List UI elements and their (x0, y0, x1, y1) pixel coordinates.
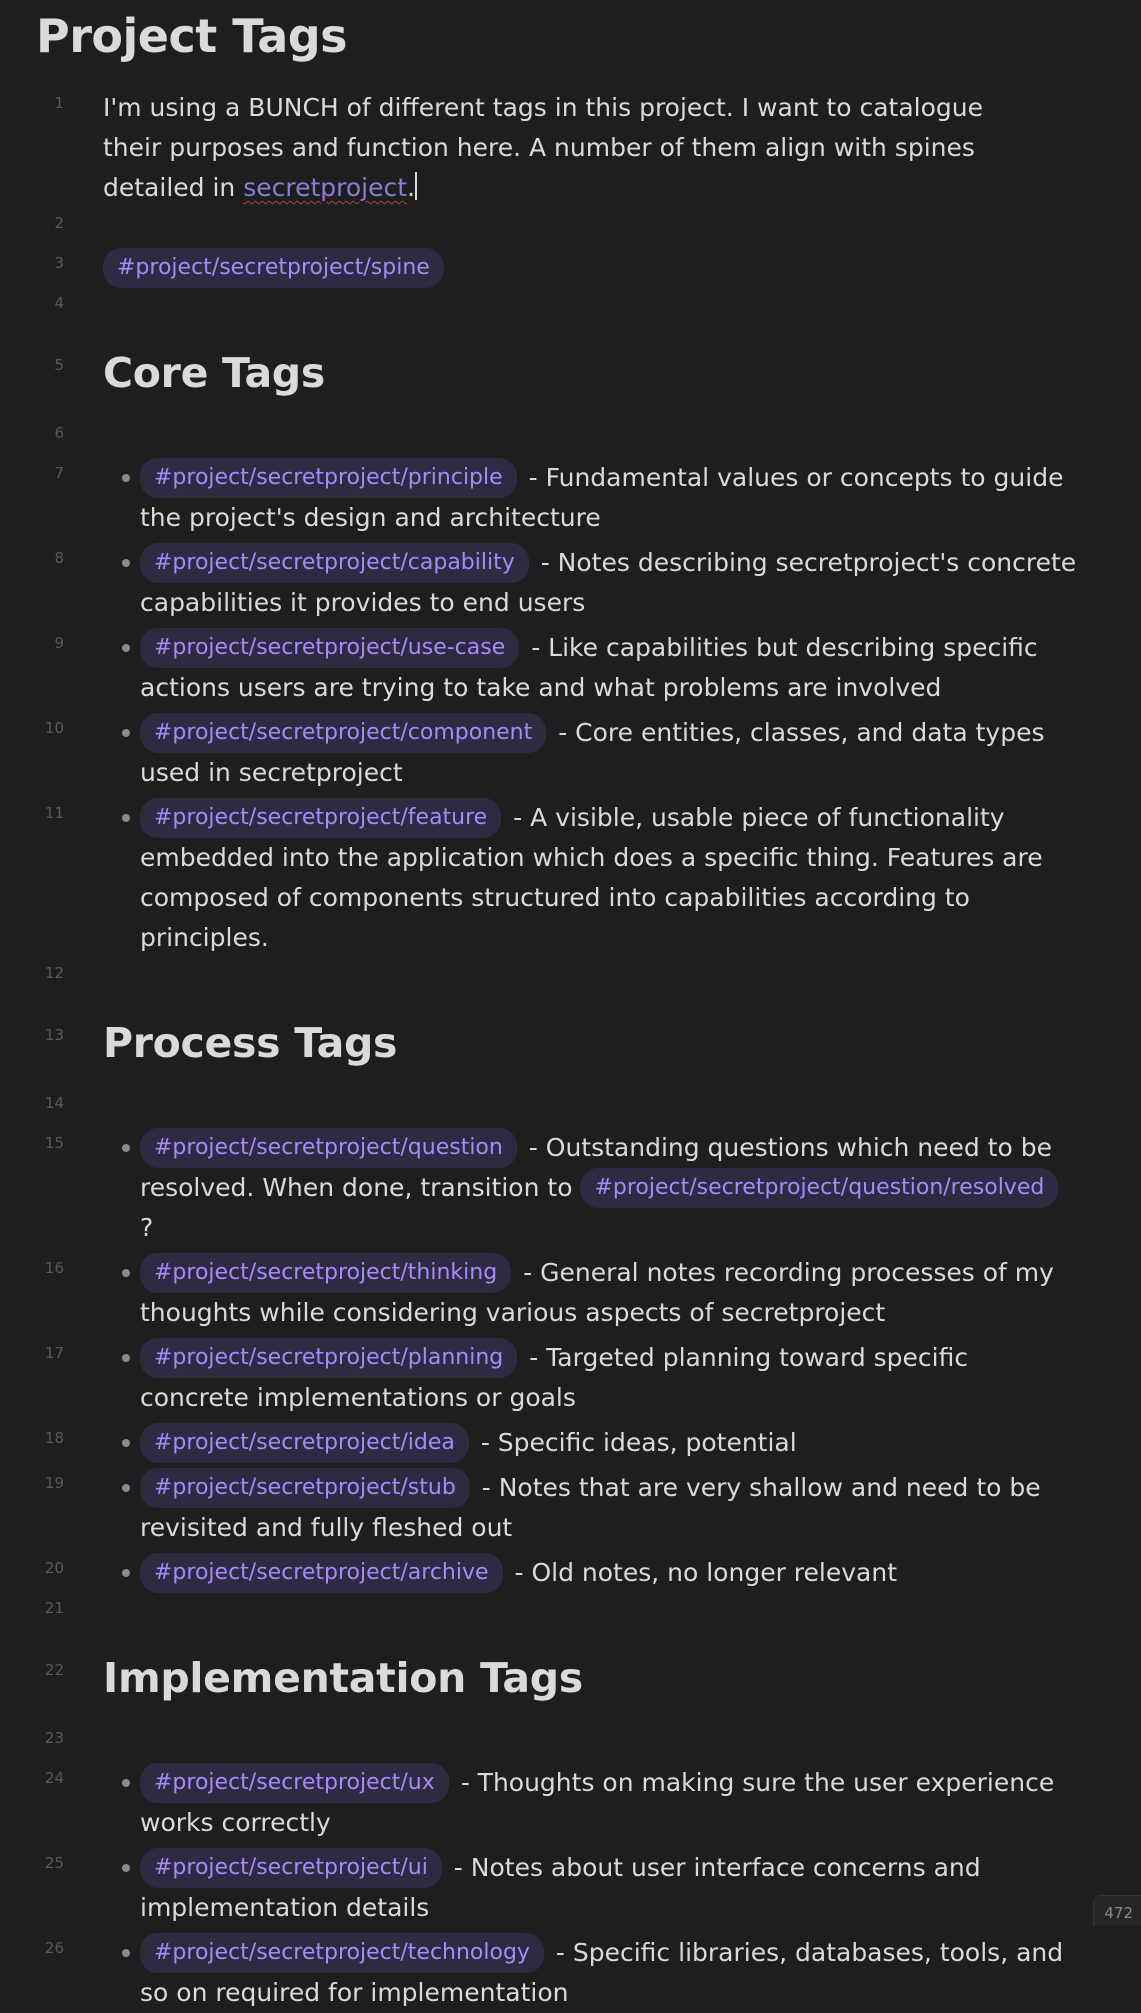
bullet-icon (122, 1354, 130, 1362)
line-number: 11 (44, 804, 64, 822)
list-item (0, 628, 1141, 708)
line-number: 17 (44, 1344, 64, 1362)
editor-line (0, 208, 1141, 248)
tag-idea[interactable]: #project/secretproject/idea (140, 1423, 469, 1463)
line-number: 1 (54, 94, 64, 112)
tag-description: - Notes about user interface concerns and implementation details (140, 1853, 981, 1922)
list-item (0, 458, 1141, 538)
list-item (0, 1763, 1141, 1843)
editor-line (0, 88, 1141, 208)
editor-line (0, 998, 1141, 1088)
tag-description: - Specific ideas, potential (480, 1428, 797, 1457)
editor-line (0, 1593, 1141, 1633)
line-number: 20 (44, 1559, 64, 1577)
editor-line (0, 1088, 1141, 1128)
tag-technology[interactable]: #project/secretproject/technology (140, 1933, 544, 1973)
heading-core-tags[interactable]: Core Tags (103, 349, 325, 397)
bullet-icon (122, 729, 130, 737)
line-number: 16 (44, 1259, 64, 1277)
tag-feature[interactable]: #project/secretproject/feature (140, 798, 501, 838)
list-item (0, 1128, 1141, 1248)
tag-description: - Thoughts on making sure the user experience works correctly (140, 1768, 1055, 1837)
tag-description: - Fundamental values or concepts to guide the project's design and architecture (140, 463, 1064, 532)
list-item (0, 1468, 1141, 1548)
tag-question[interactable]: #project/secretproject/question (140, 1128, 517, 1168)
line-number: 23 (44, 1729, 64, 1747)
tag-stub[interactable]: #project/secretproject/stub (140, 1468, 470, 1508)
tag-principle[interactable]: #project/secretproject/principle (140, 458, 517, 498)
word-count-badge: 472 (1093, 1895, 1141, 1926)
tag-description: - A visible, usable piece of functionality embedded into the application which does a specific thing. Features are composed of components structured into capabilities according to principles. (140, 803, 1043, 952)
line-number: 5 (54, 356, 64, 374)
editor-line (0, 1633, 1141, 1723)
heading-implementation-tags[interactable]: Implementation Tags (103, 1654, 583, 1702)
tag-description: - Core entities, classes, and data types used in secretproject (140, 718, 1045, 787)
tag-spine[interactable]: #project/secretproject/spine (103, 248, 444, 288)
list-item (0, 798, 1141, 958)
line-number: 22 (44, 1661, 64, 1679)
bullet-icon (122, 814, 130, 822)
note-title[interactable]: Project Tags (36, 9, 348, 63)
line-number: 14 (44, 1094, 64, 1112)
bullet-icon (122, 1569, 130, 1577)
bullet-icon (122, 559, 130, 567)
tag-ui[interactable]: #project/secretproject/ui (140, 1848, 442, 1888)
editor-line (0, 958, 1141, 998)
secretproject-link[interactable]: secretproject (243, 173, 408, 202)
editor-line (0, 248, 1141, 288)
tag-description: - Outstanding questions which need to be resolved. When done, transition to (140, 1133, 1053, 1202)
editor-line (0, 288, 1141, 328)
editor-line (0, 328, 1141, 418)
editor-line (0, 418, 1141, 458)
heading-process-tags[interactable]: Process Tags (103, 1019, 398, 1067)
tag-description: - Specific libraries, databases, tools, and so on required for implementation (140, 1938, 1064, 2007)
list-item (0, 1933, 1141, 2013)
tag-description: - Targeted planning toward specific concrete implementations or goals (140, 1343, 969, 1412)
line-number: 2 (54, 214, 64, 232)
bullet-icon (122, 644, 130, 652)
text-cursor (415, 172, 417, 200)
list-item (0, 543, 1141, 623)
bullet-icon (122, 1484, 130, 1492)
tag-archive[interactable]: #project/secretproject/archive (140, 1553, 503, 1593)
intro-text: I'm using a BUNCH of different tags in this project. I want to catalogue their purposes and function here. A number of them align with spines detailed in (103, 93, 983, 202)
line-number: 6 (54, 424, 64, 442)
bullet-icon (122, 1144, 130, 1152)
list-item (0, 713, 1141, 793)
editor-line (0, 1723, 1141, 1763)
bullet-icon (122, 474, 130, 482)
tag-planning[interactable]: #project/secretproject/planning (140, 1338, 517, 1378)
tag-description: - Old notes, no longer relevant (514, 1558, 897, 1587)
line-number: 15 (44, 1134, 64, 1152)
line-number: 24 (44, 1769, 64, 1787)
intro-paragraph[interactable] (103, 88, 1043, 208)
tag-description: - Notes that are very shallow and need to be revisited and fully fleshed out (140, 1473, 1041, 1542)
tag-component[interactable]: #project/secretproject/component (140, 713, 546, 753)
line-number: 25 (44, 1854, 64, 1872)
bullet-icon (122, 1269, 130, 1277)
line-number: 12 (44, 964, 64, 982)
tag-description: - Like capabilities but describing specific actions users are trying to take and what problems are involved (140, 633, 1038, 702)
tag-description: - Notes describing secretproject's concrete capabilities it provides to end users (140, 548, 1077, 617)
line-number: 13 (44, 1026, 64, 1044)
line-number: 3 (54, 254, 64, 272)
tag-ux[interactable]: #project/secretproject/ux (140, 1763, 449, 1803)
intro-trailing: . (407, 173, 416, 202)
line-number: 8 (54, 549, 64, 567)
list-item (0, 1338, 1141, 1418)
line-number: 19 (44, 1474, 64, 1492)
editor[interactable] (0, 88, 1141, 2013)
tag-description: - General notes recording processes of my thoughts while considering various aspects of secretproject (140, 1258, 1054, 1327)
tag-description-trailing: ? (140, 1213, 154, 1242)
bullet-icon (122, 1864, 130, 1872)
tag-question-resolved[interactable]: #project/secretproject/question/resolved (580, 1168, 1058, 1208)
line-number: 10 (44, 719, 64, 737)
bullet-icon (122, 1779, 130, 1787)
tag-capability[interactable]: #project/secretproject/capability (140, 543, 529, 583)
bullet-icon (122, 1439, 130, 1447)
line-number: 7 (54, 464, 64, 482)
bullet-icon (122, 1949, 130, 1957)
list-item (0, 1553, 1141, 1593)
tag-use-case[interactable]: #project/secretproject/use-case (140, 628, 519, 668)
list-item (0, 1253, 1141, 1333)
tag-thinking[interactable]: #project/secretproject/thinking (140, 1253, 511, 1293)
list-item (0, 1848, 1141, 1928)
line-number: 18 (44, 1429, 64, 1447)
line-number: 21 (44, 1599, 64, 1617)
list-item (0, 1423, 1141, 1463)
line-number: 26 (44, 1939, 64, 1957)
line-number: 4 (54, 294, 64, 312)
line-number: 9 (54, 634, 64, 652)
